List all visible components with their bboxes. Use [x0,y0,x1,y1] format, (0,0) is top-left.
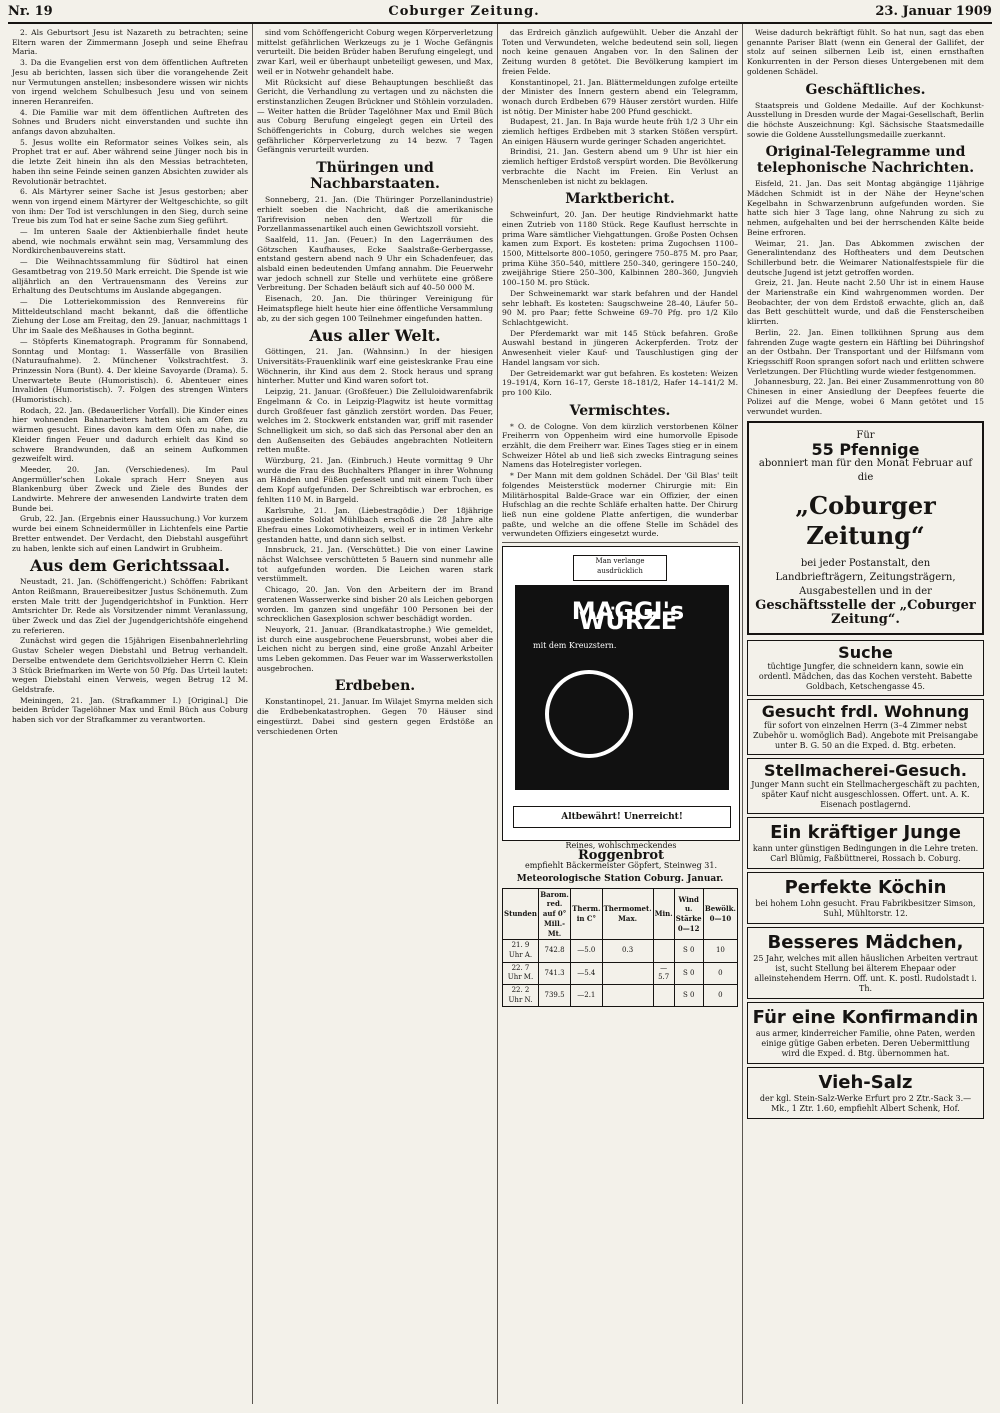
paragraph: Würzburg, 21. Jan. (Einbruch.) Heute vormittag 9 Uhr wurde die Frau des Buchhalters Pflanger in ihrer Wohnung an Händen und Füßen gefesselt und mit einem Tuch über dem Kopf aufgefunden. Der Schreibtisch war erbrochen, es fehlten 110 M. in Bargeld. [257,456,493,504]
classified-ad [747,817,984,869]
paragraph: Weimar, 21. Jan. Das Abkommen zwischen der Generalintendanz des Hoftheaters und dem Deutschen Schillerbund betr. die Weimarer Nationalfestspiele für die deutsche Jugend ist jetzt getroffen worden. [747,238,984,277]
table-cell: S 0 [674,985,703,1007]
paragraph: Schweinfurt, 20. Jan. Der heutige Rindviehmarkt hatte einen Zutrieb von 1180 Stück. Rege Kauflust herrschte in prima Ware sämtlicher Viehgattungen. Große Posten Ochsen kamen zum Export. Es kosteten: prima Zugochsen 1100–1500, Mittelsorte 800–1050, geringere 750–875 M. pro Paar, prima Kühe 350–540, mittlere 250–340, geringere 150–240, zweijährige Stiere 250–300, Kalbinnen 280–360, Jungvieh 100–150 M. pro Stück. [502,210,738,288]
promo-price: 55 Pfennige [811,440,920,460]
paragraph: — Die Weihnachtssammlung für Südtirol hat einen Gesamtbetrag von 219.50 Mark erreicht. Die Spende ist wie alljährlich an den Vertrauensmann des Vereins zur Erhaltung des Deutschtums im Auslande abgegangen. [12,257,248,296]
table-cell [602,985,653,1007]
ad-text: aus armer, kinderreicher Familie, ohne Paten, werden einige gütige Gaben erbeten. Deren Uebermittlung wird die Exped. d. Btg. übernommen hat. [755,1029,976,1059]
table-cell: 21. 9 Uhr A. [503,940,539,962]
table-cell: 742.8 [538,940,570,962]
weather-title: Meteorologische Station Coburg. Januar. [516,874,724,885]
table-cell: —2.1 [571,985,602,1007]
ad-headline: Besseres Mädchen, [767,932,964,954]
ad-headline: Ein kräftiger Junge [770,822,961,844]
section-heading-market: Marktbericht. [565,191,675,208]
ad-text: 25 Jahr, welches mit allen häuslichen Arbeiten vertraut ist, sucht Stellung bei älterem Ehepaar oder alleinstehendem Herrn. Off. unt. K. postl. Rudolstadt i. Th. [753,954,978,994]
promo-office: Geschäftsstelle der „Coburger Zeitung“. [755,598,976,628]
paragraph: — Im unteren Saale der Aktienbierhalle findet heute abend, wie nochmals erwähnt sein mag, Versammlung des Nordkirchenbauvereins statt. [12,227,248,256]
table-header [503,888,738,940]
table-row [503,985,738,1007]
paragraph: Grub, 22. Jan. (Ergebnis einer Haussuchung.) Vor kurzem wurde bei einem Schneidermüller in Lichtenfels eine Partie Bretter entwendet. Der Verdacht, den Diebstahl ausgeführt zu haben, lenkte sich auf einen Landwirt in Grubheim. [12,514,248,553]
paragraph: Neustadt, 21. Jan. (Schöffengericht.) Schöffen: Fabrikant Anton Reißmann, Brauereibesitzer Justus Schönemuth. Zum ersten Male tritt der Jugendgerichtshof in Funktion. Herr Amtsrichter Dr. Rede als Vorsitzender nimmt Veranlassung, über Zweck und das Ziel der Jugendgerichtshöfe eingehend zu referieren. [12,577,248,635]
table-cell [602,962,653,984]
maggi-tag: Man verlange ausdrücklich [573,555,667,581]
maggi-banner: Altbewährt! Unerreicht! [513,806,731,828]
column-header: Bewölk. 0—10 [703,888,737,940]
section-heading-court: Aus dem Gerichtssaal. [29,556,230,576]
ad-text: Junger Mann sucht ein Stellmachergeschäft zu pachten, später Kauf nicht ausgeschlossen. Offert. unt. A. K. Eisenach postlagernd. [751,780,980,810]
paragraph: Mit Rücksicht auf diese Behauptungen beschließt das Gericht, die Verhandlung zu vertagen und zu nächsten die erstinstanzlichen Zeugen Brückner und Stöhlein vorzuladen. — Weiter hatten die Brüder Tagelöhner Max und Emil Büch aus Coburg Berufung eingelegt gegen ein Urteil des Schöffengerichts in Coburg, durch welches sie wegen gefährlicher Körperverletzung zu 14 bezw. 7 Tagen Gefängnis verurteilt wurden. [257,77,493,155]
paragraph: 6. Als Märtyrer seiner Sache ist Jesus gestorben; aber wenn von irgend einem Märtyrer der Weltgeschichte, so gilt von ihm: Der Tod ist verschlungen in den Sieg, durch seine Treue bis zum Tod hat er seine Sache zum Sieg geführt. [12,187,248,226]
promo-line: abonniert man für den Monat Februar auf die [758,458,973,484]
column-header: Thermomet. Max. [602,888,653,940]
table-cell: 0 [703,962,737,984]
table-cell: S 0 [674,940,703,962]
ad-text: tüchtige Jungfer, die schneidern kann, sowie ein ordentl. Mädchen, das das Kochen versteht. Babette Goldbach, Ketschengasse 45. [758,662,973,692]
paragraph: 4. Die Familie war mit dem öffentlichen Auftreten des Sohnes und Bruders nicht einverstanden und suchte ihn anfangs davon abzuhalten. [12,107,248,137]
paragraph: Sonneberg, 21. Jan. (Die Thüringer Porzellanindustrie) erhielt soeben die Nachricht, daß die amerikanische Tarifrevision neben den Wertzoll für die Porzellanmassenartikel auch einen Gewichtszoll vorsieht. [257,195,493,234]
table-cell: 741.3 [538,962,570,984]
ad-headline: Für eine Konfirmandin [752,1007,979,1029]
paragraph: Konstantinopel, 21. Jan. Blättermeldungen zufolge erteilte der Minister des Innern gestern abend ein Telegramm, wonach durch Erdbeben 679 Häuser zerstört wurden. Hilfe ist nötig. Der Minister habe 200 Pfund geschickt. [502,77,738,116]
paragraph: Budapest, 21. Jan. In Baja wurde heute früh 1/2 3 Uhr ein ziemlich heftiges Erdbeben mit 3 starken Stößen verspürt. An einigen Häusern wurde geringer Schaden angerichtet. [502,117,738,146]
classified-ad [747,640,984,696]
promo-paper: „Coburger Zeitung“ [795,491,936,551]
column-header: Stunden [503,888,539,940]
ad-headline: Perfekte Köchin [784,877,947,899]
paragraph: 2. Als Geburtsort Jesu ist Nazareth zu betrachten; seine Eltern waren der Zimmermann Joseph und seine Ehefrau Maria. [12,28,248,57]
table-body [503,940,738,1007]
paragraph: Konstantinopel, 21. Januar. Im Wilajet Smyrna melden sich die Erdbebenkatastrophen. Gegen 70 Häuser sind eingestürzt. Dabei sind gestern gegen Erdstöße an verschiedenen Orten [257,697,493,736]
subscription-promo [747,421,984,635]
column-header: Min. [653,888,674,940]
maggi-brand: MAGGI's WÜRZE [571,597,685,635]
paragraph: Brindisi, 21. Jan. Gestern abend um 9 Uhr ist hier ein ziemlich heftiger Erdstoß verspürt worden. Die Bevölkerung verbrachte die Nacht im Freien. Ein Verlust an Menschenleben ist nicht zu beklagen. [502,147,738,186]
section-heading-business: Geschäftliches. [805,81,926,98]
table-cell: 0.3 [602,940,653,962]
maggi-advertisement [502,546,740,841]
column-4 [743,24,988,1404]
paragraph: Der Schweinemarkt war stark befahren und der Handel sehr lebhaft. Es kosteten: Saugschweine 28–40, Läufer 50–90 M. pro Paar; fette Schweine 69–70 Pfg. pro 1/2 Kilo Schlachtgewicht. [502,288,738,327]
divider [502,542,738,543]
ad-text: kann unter günstigen Bedingungen in die Lehre treten. Carl Blümig, Faßbüttnerei, Rossach b. Coburg. [752,844,979,864]
paragraph: Neuyork, 21. Januar. (Brandkatastrophe.) Wie gemeldet, ist durch eine ausgebrochene Feuersbrunst, wobei aber die Leichen nicht zu bergen sind, eine große Anzahl Arbeiter ums Leben gekommen. Das Feuer war im Wasserwerkstollen ausgebrochen. [257,624,493,673]
ad-headline: Stellmacherei-Gesuch. [764,761,967,781]
table-cell: S 0 [674,962,703,984]
table-row [503,962,738,984]
ad-headline: Suche [838,643,893,663]
table-cell: 22. 2 Uhr N. [503,985,539,1007]
paragraph: Chicago, 20. Jan. Von den Arbeitern der im Brand geratenen Wasserwerke sind bisher 20 als Leichen geborgen worden. Im ganzen sind ungefähr 100 Personen bei der schrecklichen Gasexplosion schwer beschädigt worden. [257,585,493,624]
bread-advertisement [502,841,740,871]
section-heading-world: Aus aller Welt. [309,326,441,346]
paragraph: * Der Mann mit dem goldnen Schädel. Der 'Gil Blas' teilt folgendes Meisterstück moderner Chirurgie mit: Ein Militärhospital Balde-Grace war ein Offizier, der einen Hufschlag an die rechte Schläfe erhalten hatte. Der Chirurg ließ nun eine goldene Platte anfertigen, die wunderbar paßte, und welche an die offene Stelle im Schädel des verwundeten Offiziers eingesetzt wurde. [502,471,738,539]
paragraph: Der Getreidemarkt war gut befahren. Es kosteten: Weizen 19–191/4, Korn 16–17, Gerste 18–181/2, Hafer 14–141/2 M. pro 100 Kilo. [502,368,738,397]
issue-date: 23. Januar 1909 [875,4,992,19]
column-header: Barom. red. auf 0° Mill.-Mt. [538,888,570,940]
ad-text: der kgl. Stein-Salz-Werke Erfurt pro 2 Ztr.-Sack 3.— Mk., 1 Ztr. 1.60, empfiehlt Albert Schenk, Hof. [759,1094,972,1114]
paragraph: Rodach, 22. Jan. (Bedauerlicher Vorfall). Die Kinder eines hier wohnenden Bahnarbeiters hatten sich am Ofen zu wärmen gesucht. Eines davon kam dem Ofen zu nahe, die Kleider fingen Feuer und dadurch erhielt das Kind so schwere Brandwunden, daß an seinem Aufkommen gezweifelt wird. [12,405,248,464]
bottle-illustration [515,585,729,790]
ad-text: bei hohem Lohn gesucht. Frau Fabrikbesitzer Simson, Suhl, Mühltorstr. 12. [755,899,976,919]
promo-where: bei jeder Postanstalt, den Landbriefträgern, Zeitungsträgern, Ausgabestellen und in der [775,558,956,598]
column-2 [253,24,498,1404]
paragraph: Berlin, 22. Jan. Einen tollkühnen Sprung aus dem fahrenden Zuge wagte gestern ein Häftling bei Dühringshof an der Ostbahn. Der Transportant und der Hilfsmann vom Kriegsschiff Roon sprangen sofort nach und erlitten schwere Verletzungen. Der Flüchtling wurde wieder festgenommen. [747,327,984,376]
paragraph: Meeder, 20. Jan. (Verschiedenes). Im Paul Angermüller'schen Lokale sprach Herr Sneyen aus Blankenburg über Zweck und Ziele des Bundes der Landwirte. Mehrere der anwesenden Landwirte traten dem Bunde bei. [12,464,248,513]
wheel-icon [545,670,633,758]
maggi-subline: mit dem Kreuzstern. [533,641,617,651]
weather-table [502,888,738,1008]
table-cell: 10 [703,940,737,962]
paragraph: Weise dadurch bekräftigt fühlt. So hat nun, sagt das eben genannte Pariser Blatt (wenn ein General der Gallifet, der stolz auf seinen silbernen Leib ist, einen ernsthaften Konkurrenten in der Person dieses Untergebenen mit dem goldenen Schädel. [747,28,984,76]
ad-text: für sofort von einzelnen Herrn (3–4 Zimmer nebst Zubehör u. womöglich Bad). Angebote mit Preisangabe unter B. G. 50 an die Exped. d. Btg. erbeten. [753,721,978,751]
classified-ad [747,1067,984,1119]
table-cell: —5.7 [653,962,674,984]
section-heading-thueringen: Thüringen und Nachbarstaaten. [310,160,440,193]
paragraph: Innsbruck, 21. Jan. (Verschüttet.) Die von einer Lawine nächst Walchsee verschütteten 5 Bauern sind nunmehr alle tot aufgefunden worden. Die Leichen waren stark verstümmelt. [257,545,493,584]
paragraph: das Erdreich gänzlich aufgewühlt. Ueber die Anzahl der Toten und Verwundeten, welche bedeutend sein soll, liegen noch keine genauen Angaben vor. In den Salinen der Zeitung wurden 8 getötet. Die Bevölkerung kampiert im freien Felde. [502,28,738,76]
paragraph: Leipzig, 21. Januar. (Großfeuer.) Die Zelluloidwarenfabrik Engelmann & Co. in Leipzig-Plagwitz ist heute vormittag durch Großfeuer fast gänzlich zerstört worden. Das Feuer, welches im 2. Stockwerk entstanden war, griff mit rasender Schnelligkeit um sich, so daß sich das Personal aber den an den Außenseiten des Gebäudes angebrachten Notleitern retten mußte. [257,387,493,455]
promo-for: Für [856,430,875,442]
ad-headline: Vieh-Salz [818,1072,913,1094]
paragraph: Der Pferdemarkt war mit 145 Stück befahren. Große Auswahl bestand in jüngeren Ackerpferden. Trotz der Anwesenheit vieler Kauf- und Tauschlustigen ging der Handel langsam vor sich. [502,328,738,367]
paragraph: Johannesburg, 22. Jan. Bei einer Zusammenrottung von 80 Chinesen in einer Ansiedlung der Deepfees feuerte die Polizei auf die Menge, wobei 6 Mann getötet und 15 verwundet wurden. [747,377,984,416]
table-cell: —5.4 [571,962,602,984]
column-3 [498,24,743,1404]
table-cell [653,940,674,962]
section-heading-earthquake: Erdbeben. [334,678,416,695]
paper-name: Coburger Zeitung. [388,4,540,19]
columns [8,24,992,1404]
classified-ad [747,927,984,999]
column-1 [8,24,253,1404]
classified-ad [747,1002,984,1064]
paragraph: * O. de Cologne. Von dem kürzlich verstorbenen Kölner Freiherrn von Oppenheim wird eine humorvolle Episode erzählt, die dem Freiherr war. Eines Tages stieg er in einem Schweizer Hôtel ab und ließ sich zwecks Eintragung seines Namens das Hotelregister vorlegen. [502,421,738,470]
paragraph: Staatspreis und Goldene Medaille. Auf der Kochkunst-Ausstellung in Dresden wurde der Magai-Gesellschaft, Berlin die höchste Auszeichnung: Kgl. Sächsische Staatsmedaille sowie die Goldene Ausstellungsmedaille zuerkannt. [747,100,984,139]
paragraph: sind vom Schöffengericht Coburg wegen Körperverletzung mittelst gefährlichen Werkzeugs zu je 1 Woche Gefängnis verurteilt. Die beiden Brüder haben Berufung eingelegt, und zwar Karl, weil er überhaupt unbeteiligt gewesen, und Max, weil er in Notwehr gehandelt habe. [257,28,493,76]
paragraph: Saalfeld, 11. Jan. (Feuer.) In den Lagerräumen des Götzschen Kaufhauses, Ecke Saalstraße-Gerbergasse, entstand gestern abend nach 9 Uhr ein Schadenfeuer, das alsbald einen bedeutenden Umfang annahm. Die Feuerwehr war jedoch schnell zur Stelle und verhütete eine größere Verbreitung. Der Schaden beläuft sich auf 40–50 000 M. [257,234,493,293]
paragraph: Eisenach, 20. Jan. Die thüringer Vereinigung für Heimatspflege hielt heute hier eine öffentliche Versammlung ab, zu der sich gegen 100 Teilnehmer eingefunden hatten. [257,294,493,323]
paragraph: — Die Lotteriekommission des Rennvereins für Mitteldeutschland macht bekannt, daß die öffentliche Ziehung der Lose am Freitag, den 29. Januar, nachmittags 1 Uhr im Saale des Meßhauses in Gotha beginnt. [12,296,248,336]
paragraph: Zunächst wird gegen die 15jährigen Eisenbahnerlehrling Gustav Scheler wegen Diebstahl und Betrug verhandelt. Derselbe entwendete dem Gerichtsvollzieher Herrn C. Klein 3 Stück Briefmarken im Werte von 50 Pfg. Das Urteil lautet: wegen Diebstahl einen Verweis, wegen Betrug 12 M. Geldstrafe. [12,636,248,694]
masthead [8,4,992,24]
bread-headline: Roggenbrot [578,848,664,864]
paragraph: Eisfeld, 21. Jan. Das seit Montag abgängige 11jährige Mädchen Schmidt ist in der Nähe der Heyne'schen Kegelbahn in Schwarzenbrunn aufgefunden worden. Sie hatte sich hier 3 Tage lang, ohne Nahrung zu sich zu nehmen, aufgehalten und bei der herrschenden Kälte beide Beine erfroren. [747,179,984,237]
paragraph: Göttingen, 21. Jan. (Wahnsinn.) In der hiesigen Universitäts-Frauenklinik warf eine geisteskranke Frau eine Wöchnerin, ihr Kind aus dem 2. Stock heraus und sprang hinterher. Mutter und Kind waren sofort tot. [257,347,493,386]
table-cell [653,985,674,1007]
section-heading-misc: Vermischtes. [569,402,671,419]
table-cell: 22. 7 Uhr M. [503,962,539,984]
paragraph: 5. Jesus wollte ein Reformator seines Volkes sein, als Prophet trat er auf. Aber während seine Jünger noch bis in die letzte Zeit hinein ihn als den Messias betrachteten, haben ihn seine Feinde seinen ganzen Absichten zuwider als Revolutionär betrachtet. [12,137,248,186]
ad-headline: Gesucht frdl. Wohnung [761,702,970,722]
column-header: Therm. in C° [571,888,602,940]
paragraph: Meiningen, 21. Jan. (Strafkammer I.) [Original.] Die beiden Brüder Tagelöhner Max und Emil Büch aus Coburg haben sich vor der Strafkammer zu verantworten. [12,695,248,725]
section-heading-telegrams: Original-Telegramme und telephonische Nachrichten. [756,144,975,177]
paragraph: Greiz, 21. Jan. Heute nacht 2.50 Uhr ist in einem Hause der Marienstraße ein Kind wahrgenommen worden. Der Beobachter, der von dem Erdstoß erwachte, glich an, daß das Bett geschüttelt wurde, und daß die Fensterscheiben klirrten. [747,278,984,327]
issue-number: Nr. 19 [8,4,53,19]
table-cell: 739.5 [538,985,570,1007]
classified-ad [747,699,984,755]
classified-ad [747,758,984,814]
paragraph: — Stöpferts Kinematograph. Programm für Sonnabend, Sonntag und Montag: 1. Wasserfälle von Brasilien (Naturaufnahme). 2. Münchener Volkstrachtfest. 3. Prinzessin Nora (Bunt). 4. Der kleine Savoyarde (Drama). 5. Unerwartete Beute (Humoristisch). 6. Abenteuer eines Invaliden (Humoristisch). 7. Folgen des strengen Winters (Humoristisch). [12,336,248,405]
paragraph: 3. Da die Evangelien erst von dem öffentlichen Auftreten Jesu ab berichten, lassen sich über die vorangehende Zeit nur Vermutungen anstellen; insbesondere wissen wir nichts von irgend welchem Schulbesuch Jesu und von seinem inneren Heranreifen. [12,58,248,106]
paragraph: Karlsruhe, 21. Jan. (Liebestragödie.) Der 18jährige ausgediente Soldat Mühlbach erschoß die 28 Jahre alte Ehefrau eines Lokomotivheizers, weil er in intimen Verkehr gestanden hatte, und dann sich selbst. [257,505,493,544]
bread-line2: empfiehlt Bäckermeister Göpfert, Steinweg 31. [524,861,718,871]
table-cell: 0 [703,985,737,1007]
bread-line1: Reines, wohlschmeckendes [565,841,677,851]
classified-ad [747,872,984,924]
table-cell: —5.0 [571,940,602,962]
table-row [503,940,738,962]
column-header: Wind u. Stärke 0—12 [674,888,703,940]
